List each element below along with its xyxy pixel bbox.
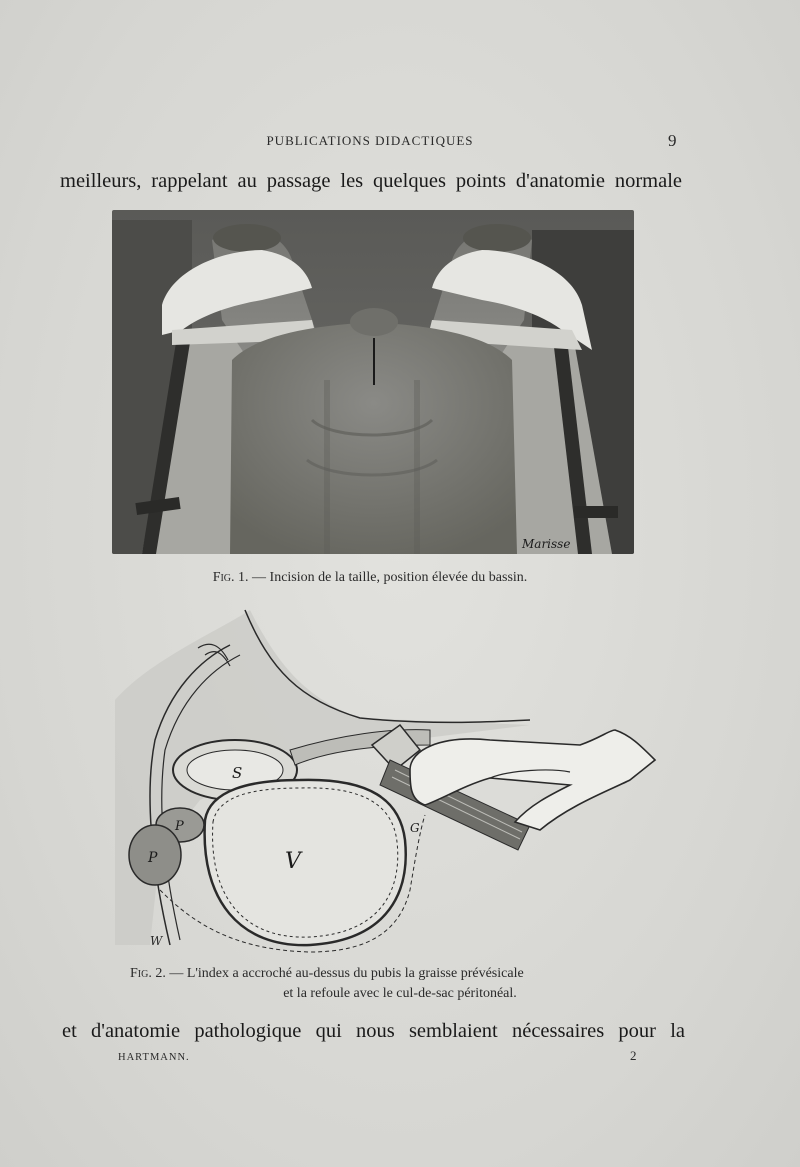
label-fat: G bbox=[410, 821, 420, 835]
label-prostate-upper: P bbox=[175, 819, 184, 834]
footer-signature-mark: 2 bbox=[630, 1048, 637, 1063]
label-symphysis: S bbox=[232, 764, 243, 782]
figure-2-anatomical-drawing bbox=[110, 600, 670, 955]
figure-1-photograph bbox=[112, 210, 634, 554]
figure-2-caption-line-2: et la refoule avec le cul-de-sac péritonéal. bbox=[283, 986, 517, 1001]
label-prostate-lower: P bbox=[148, 850, 158, 866]
figure-2-caption-text-1: — L'index a accroché au-dessus du pubis la graisse prévésicale bbox=[165, 966, 524, 981]
label-bladder: V bbox=[285, 849, 301, 874]
figure-2-label: Fig. 2. bbox=[130, 966, 166, 981]
footer-author: HARTMANN. bbox=[118, 1052, 190, 1063]
artist-signature: Marisse bbox=[522, 537, 571, 551]
figure-1-caption bbox=[0, 570, 740, 586]
figure-1-label: Fig. 1. bbox=[212, 570, 249, 585]
artist-monogram: W bbox=[150, 934, 163, 948]
figure-2-caption-line-1 bbox=[130, 966, 650, 982]
figure-1-caption-text: — Incision de la taille, position élevée du bassin. bbox=[248, 570, 528, 585]
page-number: 9 bbox=[668, 131, 677, 150]
running-header: PUBLICATIONS DIDACTIQUES bbox=[266, 133, 474, 148]
body-text-line-top: meilleurs, rappelant au passage les quelques points d'anatomie normale bbox=[60, 170, 682, 192]
body-text-line-bottom: et d'anatomie pathologique qui nous semblaient nécessaires pour la bbox=[62, 1020, 685, 1042]
